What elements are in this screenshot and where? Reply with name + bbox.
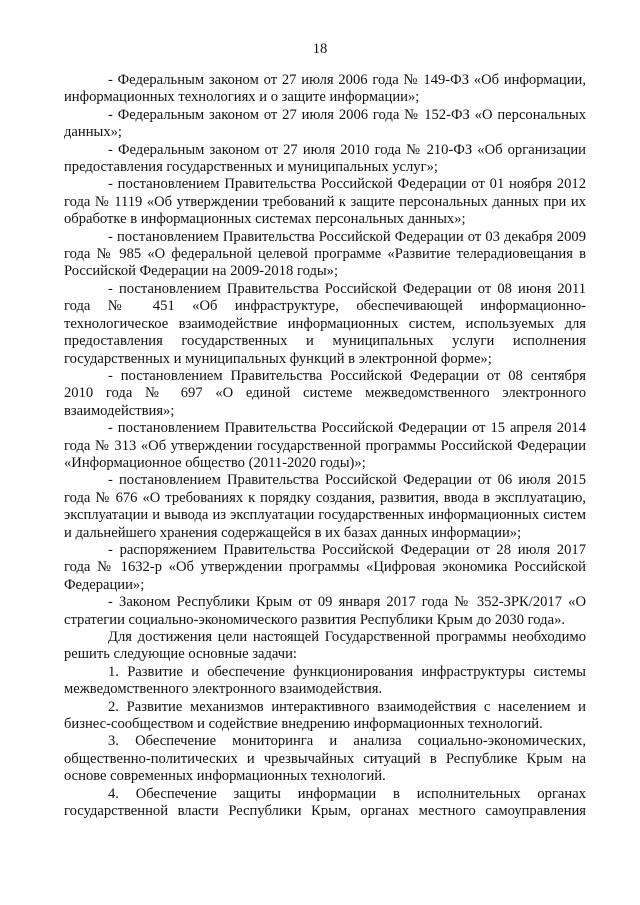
legal-basis-item-210fz: - Федеральным законом от 27 июля 2010 года № 210-ФЗ «Об организации предоставления государственных и муниципальных услуг»; [64, 141, 586, 176]
document-body [64, 72, 586, 820]
page-number: 18 [312, 41, 328, 57]
legal-basis-item-352zrk: - Законом Республики Крым от 09 января 2017 года № 352-ЗРК/2017 «О стратегии социально-экономического развития Республики Крым до 2030 года». [64, 594, 586, 628]
legal-basis-item-451: - постановлением Правительства Российской Федерации от 08 июня 2011 года № 451 «Об инфраструктуре, обеспечивающей информационно-технологическое взаимодействие информационных систем, используемых для предоставления государственных и муниципальных услуги исполнения государственных и муниципальных функций в электронной форме»; [64, 280, 586, 367]
legal-basis-item-152fz: - Федеральным законом от 27 июля 2006 года № 152-ФЗ «О персональных данных»; [64, 106, 586, 141]
legal-basis-item-985: - постановлением Правительства Российской Федерации от 03 декабря 2009 года № 985 «О федеральной целевой программе «Развитие телерадиовещания в Российской Федерации на 2009-2018 годы»; [64, 228, 586, 280]
legal-basis-item-697: - постановлением Правительства Российской Федерации от 08 сентября 2010 года № 697 «О единой системе межведомственного электронного взаимодействия»; [64, 367, 586, 419]
tasks-intro: Для достижения цели настоящей Государственной программы необходимо решить следующие основные задачи: [64, 629, 586, 663]
task-item-4: 4. Обеспечение защиты информации в исполнительных органах государственной власти Республики Крым, органах местного самоуправления [64, 785, 586, 820]
task-item-1: 1. Развитие и обеспечение функционирования инфраструктуры системы межведомственного электронного взаимодействия. [64, 663, 586, 698]
legal-basis-item-676: - постановлением Правительства Российской Федерации от 06 июля 2015 года № 676 «О требованиях к порядку создания, развития, ввода в эксплуатацию, эксплуатации и вывода из эксплуатации государственных информационных систем и дальнейшего хранения содержащейся в их базах данных информации»; [64, 472, 586, 541]
task-item-2: 2. Развитие механизмов интерактивного взаимодействия с населением и бизнес-сообществом и содействие внедрению информационных технологий. [64, 698, 586, 733]
legal-basis-item-149fz: - Федеральным законом от 27 июля 2006 года № 149-ФЗ «Об информации, информационных технологиях и о защите информации»; [64, 72, 586, 106]
legal-basis-item-1632r: - распоряжением Правительства Российской Федерации от 28 июля 2017 года № 1632-р «Об утверждении программы «Цифровая экономика Российской Федерации»; [64, 541, 586, 593]
legal-basis-item-1119: - постановлением Правительства Российской Федерации от 01 ноября 2012 года № 1119 «Об утверждении требований к защите персональных данных при их обработке в информационных системах персональных данных»; [64, 176, 586, 228]
task-item-3: 3. Обеспечение мониторинга и анализа социально-экономических, общественно-политических и чрезвычайных ситуаций в Республике Крым на основе современных информационных технологий. [64, 733, 586, 785]
legal-basis-item-313: - постановлением Правительства Российской Федерации от 15 апреля 2014 года № 313 «Об утверждении государственной программы Российской Федерации «Информационное общество (2011-2020 годы)»; [64, 420, 586, 471]
